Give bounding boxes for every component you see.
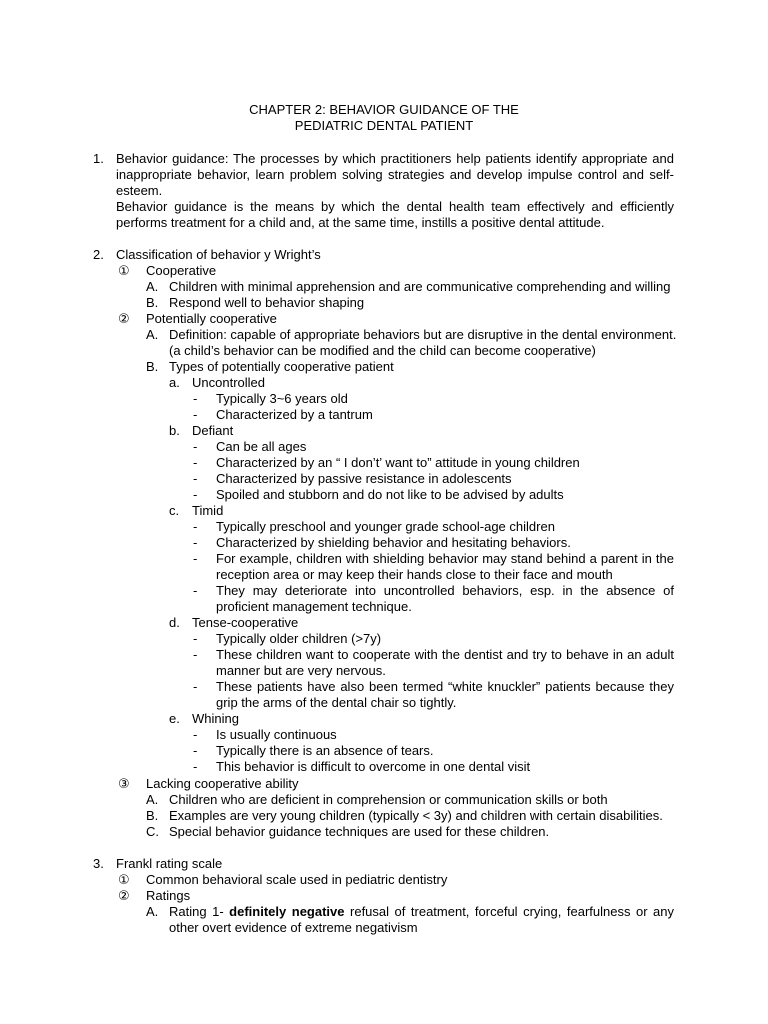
circled-marker-1: ① — [118, 872, 130, 887]
marker-A: A. — [146, 904, 159, 919]
definition-line1: Definition: capable of appropriate behaviors but are disruptive in the dental environment. — [169, 327, 677, 342]
dash-bullet: - — [193, 743, 198, 758]
marker-B: B. — [146, 359, 159, 374]
timid-item-3-line2: reception area or may keep their hands close to their face and mouth — [216, 567, 613, 582]
section-2-number: 2. — [93, 247, 104, 262]
dash-bullet: - — [193, 551, 198, 566]
section-2-heading: Classification of behavior y Wright’s — [116, 247, 321, 262]
rating-1-line2: other overt evidence of extreme negativism — [169, 920, 418, 935]
dash-bullet: - — [193, 407, 198, 422]
rating-1-prefix: Rating 1- — [169, 904, 230, 919]
marker-C: C. — [146, 824, 159, 839]
circled-marker-1: ① — [118, 263, 130, 278]
defiant-item-1: Can be all ages — [216, 439, 307, 454]
uncontrolled-item-1: Typically 3~6 years old — [216, 391, 348, 406]
section-1-number: 1. — [93, 151, 104, 166]
section-1-line2: inappropriate behavior, learn problem solving strategies and develop impulse control and self- — [116, 167, 674, 182]
tense-item-3-line2: grip the arms of the dental chair so tightly. — [216, 695, 457, 710]
dash-bullet: - — [193, 519, 198, 534]
dash-bullet: - — [193, 679, 198, 694]
circled-marker-2: ② — [118, 888, 130, 903]
marker-A: A. — [146, 792, 159, 807]
definition-line2: (a child’s behavior can be modified and the child can become cooperative) — [169, 343, 596, 358]
timid-label: Timid — [192, 503, 224, 518]
dash-bullet: - — [193, 439, 198, 454]
dash-bullet: - — [193, 471, 198, 486]
circled-marker-2: ② — [118, 311, 130, 326]
rating-1-description: refusal of treatment, forceful crying, fearfulness or any — [344, 904, 675, 919]
dash-bullet: - — [193, 391, 198, 406]
dash-bullet: - — [193, 487, 198, 502]
tense-item-3-line1: These patients have also been termed “white knuckler” patients because they — [216, 679, 674, 694]
defiant-item-2: Characterized by an “ I don’t’ want to” attitude in young children — [216, 455, 580, 470]
marker-A: A. — [146, 327, 159, 342]
rating-1-line1 — [169, 904, 674, 920]
tense-item-2-line1: These children want to cooperate with the dentist and try to behave in an adult — [216, 647, 674, 662]
chapter-title-line1: CHAPTER 2: BEHAVIOR GUIDANCE OF THE — [249, 102, 519, 117]
marker-b: b. — [169, 423, 180, 438]
dash-bullet: - — [193, 583, 198, 598]
whining-item-3: This behavior is difficult to overcome in one dental visit — [216, 759, 531, 774]
cooperative-label: Cooperative — [146, 263, 217, 278]
defiant-label: Defiant — [192, 423, 234, 438]
cooperative-item-b: Respond well to behavior shaping — [169, 295, 365, 310]
dash-bullet: - — [193, 647, 198, 662]
lacking-item-a: Children who are deficient in comprehension or communication skills or both — [169, 792, 608, 807]
dash-bullet: - — [193, 759, 198, 774]
ratings-label: Ratings — [146, 888, 191, 903]
tense-cooperative-label: Tense-cooperative — [192, 615, 299, 630]
uncontrolled-item-2: Characterized by a tantrum — [216, 407, 373, 422]
chapter-title-line2: PEDIATRIC DENTAL PATIENT — [294, 118, 474, 133]
section-3-heading: Frankl rating scale — [116, 856, 223, 871]
marker-d: d. — [169, 615, 180, 630]
uncontrolled-label: Uncontrolled — [192, 375, 265, 390]
timid-item-1: Typically preschool and younger grade school-age children — [216, 519, 555, 534]
frankl-item-1: Common behavioral scale used in pediatric dentistry — [146, 872, 448, 887]
dash-bullet: - — [193, 631, 198, 646]
section-1-line3: esteem. — [116, 183, 163, 198]
whining-item-1: Is usually continuous — [216, 727, 337, 742]
section-1-line5: performs treatment for a child and, at the same time, instills a positive dental attitude. — [116, 215, 605, 230]
dash-bullet: - — [193, 727, 198, 742]
dash-bullet: - — [193, 535, 198, 550]
tense-item-2-line2: manner but are very nervous. — [216, 663, 386, 678]
potentially-cooperative-label: Potentially cooperative — [146, 311, 277, 326]
section-1-line4: Behavior guidance is the means by which the dental health team effectively and efficiently — [116, 199, 674, 214]
lacking-item-b: Examples are very young children (typically < 3y) and children with certain disabilities. — [169, 808, 663, 823]
whining-item-2: Typically there is an absence of tears. — [216, 743, 434, 758]
marker-A: A. — [146, 279, 159, 294]
section-1-line1: Behavior guidance: The processes by which practitioners help patients identify appropriate and — [116, 151, 674, 166]
lacking-item-c: Special behavior guidance techniques are used for these children. — [169, 824, 550, 839]
timid-item-2: Characterized by shielding behavior and hesitating behaviors. — [216, 535, 571, 550]
marker-B: B. — [146, 808, 159, 823]
circled-marker-3: ③ — [118, 776, 130, 791]
marker-c: c. — [169, 503, 180, 518]
timid-item-4-line2: proficient management technique. — [216, 599, 412, 614]
marker-a: a. — [169, 375, 180, 390]
marker-e: e. — [169, 711, 180, 726]
marker-B: B. — [146, 295, 159, 310]
rating-1-emphasis: definitely negative — [229, 904, 345, 919]
cooperative-item-a: Children with minimal apprehension and are communicative comprehending and willing — [169, 279, 671, 294]
lacking-cooperative-label: Lacking cooperative ability — [146, 776, 299, 791]
timid-item-4-line1: They may deteriorate into uncontrolled behaviors, esp. in the absence of — [216, 583, 674, 598]
section-3-number: 3. — [93, 856, 104, 871]
defiant-item-4: Spoiled and stubborn and do not like to be advised by adults — [216, 487, 564, 502]
tense-item-1: Typically older children (>7y) — [216, 631, 382, 646]
dash-bullet: - — [193, 455, 198, 470]
types-heading: Types of potentially cooperative patient — [169, 359, 394, 374]
timid-item-3-line1: For example, children with shielding behavior may stand behind a parent in the — [216, 551, 674, 566]
whining-label: Whining — [192, 711, 239, 726]
defiant-item-3: Characterized by passive resistance in adolescents — [216, 471, 512, 486]
